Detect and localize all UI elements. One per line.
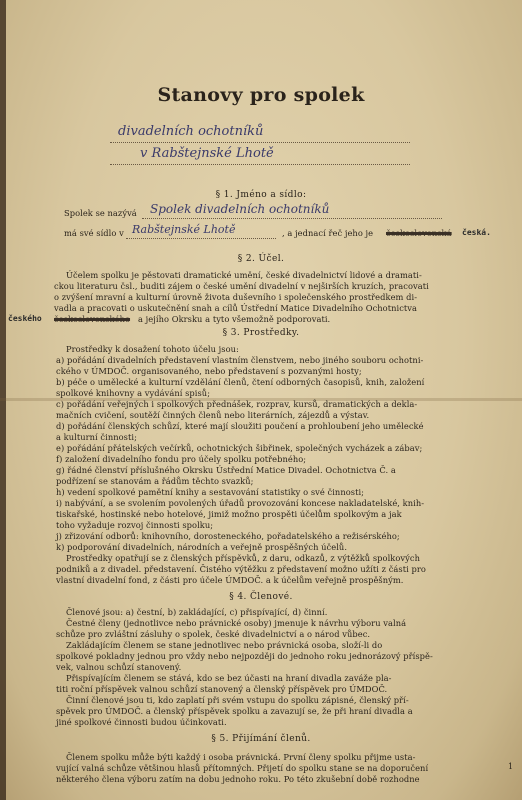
s1-typed-word: česká. [462,228,491,237]
s3-item: f) založení divadelního fondu pro účely spolku potřebného; [56,454,307,464]
s4-line: vek, valnou schůzí stanovený. [56,662,182,672]
s1-hand-name: Spolek divadelních ochotníků [150,202,330,216]
s5-line: Členem spolku může býti každý i osoba právnická. První členy spolku přijme usta- [66,752,416,762]
s4-line: Přispívajícím členem se stává, kdo se bez účasti na hraní divadla zaváže pla- [66,673,392,683]
s1-label-name: Spolek se nazývá [64,208,137,218]
s3-closing: podniků a z divadel. představení. Čistého výtěžku z představení možno užíti z části pro [56,564,426,574]
s3-item: j) zřizování odborů: knihovního, dorosteneckého, pořadatelského a režisérského; [56,531,400,541]
section-4-heading: § 4. Členové. [229,592,293,602]
dotted-line [142,218,442,219]
document-title: Stanovy pro spolek [157,84,365,106]
s2-line: o zvýšení mravní a kulturní úrovně života duševního i společenského prostředkem di- [54,292,418,302]
page-mark: 1 [508,762,514,771]
s3-item: podřízení se stanovám a řádům těchto svazků; [56,476,254,486]
s3-item: mačních cvičení, soutěží činných členů nebo literárních, zájezdů a výstav. [56,410,370,420]
s4-line: jiné spolkové činnosti budou účinkovati. [56,717,227,727]
s3-intro: Prostředky k dosažení tohoto účelu jsou: [66,344,239,354]
dotted-line [126,238,276,239]
s2-line: Účelem spolku je pěstovati dramatické umění, české divadelnictví lidové a dramati- [66,270,422,280]
s3-item: tiskařské, hostinské nebo hotelové, jimiž možno prospěti účelům spolkovým a jak [56,509,402,519]
s3-item: ckého v ÚMDOČ. organisovaného, nebo představení s pozvanými hosty; [56,366,362,376]
dotted-line [110,142,410,143]
s4-line: spolkové pokladny jednou pro vždy nebo nejpozději do jednoho roku jednorázový příspě- [56,651,433,661]
section-2-heading: § 2. Účel. [237,254,285,264]
s1-hand-seat: Rabštejnské Lhotě [132,223,236,236]
s4-line: spěvek pro ÚMDOČ. a členský příspěvek spolku a zavazují se, že při hraní divadla a [56,706,413,716]
s3-item: a kulturní činnosti; [56,432,137,442]
handwritten-name-line2: v Rabštejnské Lhotě [140,146,274,161]
s1-struck-word: československá [386,228,452,238]
s3-item: i) nabývání, a se svolením povolených úřadů provozování koncese nakladatelské, knih- [56,498,425,508]
s4-line: Činní členové jsou ti, kdo zaplatí při svém vstupu do spolku zápisné, členský pří- [66,695,409,705]
handwritten-name-line1: divadelních ochotníků [118,124,264,139]
s2-typed-word: českého [8,314,42,323]
s2-line: ckou literaturu čsl., buditi zájem o české umění divadelní v nejširších kruzích, pracovati [54,281,429,291]
s4-line: Členové jsou: a) čestní, b) zakládající, c) přispívající, d) činní. [66,607,328,617]
s5-line: vující valná schůze většinou hlasů přítomných. Přijetí do spolku stane se na doporučení [56,763,429,773]
s3-item: g) řádné členství příslušného Okrsku Ústřední Matice Divadel. Ochotnictva Č. a [56,465,396,475]
s3-item: b) péče o umělecké a kulturní vzdělání členů, čtení odborných časopisů, knih, založení [56,377,425,387]
dotted-line [110,164,410,165]
s1-label-seat: má své sídlo v [64,228,124,238]
s3-item: d) pořádání členských schůzí, které mají sloužiti poučení a prohloubení jeho umělecké [56,421,424,431]
s3-closing: vlastní divadelní fond, z části pro účele ÚMDOČ. a k účelům veřejně prospěšným. [56,575,404,585]
s3-item: a) pořádání divadelních představení vlastním členstvem, nebo jiného souboru ochotni- [56,355,424,365]
section-3-heading: § 3. Prostředky. [222,328,300,338]
s3-item: e) pořádání přátelských večírků, ochotnických šibřinek, společných vycházek a zábav; [56,443,423,453]
section-5-heading: § 5. Přijímání členů. [211,734,311,744]
s4-line: titi roční příspěvek valnou schůzí stanovený a členský příspěvek pro ÚMDOČ. [56,684,388,694]
s3-closing: Prostředky opatřují se z členských příspěvků, z daru, odkazů, z výtěžků spolkových [66,553,420,563]
s3-item: k) podporování divadelních, národních a veřejně prospěšných účelů. [56,542,348,552]
s1-after-seat: , a jednací řeč jeho je [282,228,374,238]
s2-line: vadla a pracovati o uskutečnění snah a cílů Ústřední Matice Divadelního Ochotnictva [54,303,418,313]
s3-item: h) vedení spolkové pamětní knihy a sestavování statistiky o své činnosti; [56,487,365,497]
section-1-heading: § 1. Jméno a sídlo: [215,190,307,200]
s3-item: toho vyžaduje rozvoj činnosti spolku; [56,520,214,530]
s3-item: spolkové knihovny a vydávání spisů; [56,388,211,398]
s5-line: některého člena výboru zatím na dobu jednoho roku. Po této zkušební době rozhodne [56,774,420,784]
s3-item: c) pořádání veřejných i spolkových přednášek, rozprav, kursů, dramatických a dekla- [56,399,418,409]
s2-struck-word: československého [54,314,131,324]
s2-line: a jejího Okrsku a tyto všemožně podporovati. [138,314,331,324]
s4-line: Zakládajícím členem se stane jednotlivec nebo právnická osoba, složí-li do [66,640,383,650]
s4-line: schůze pro zvláštní zásluhy o spolek, české divadelnictví a o národ vůbec. [56,629,371,639]
s4-line: Čestné členy (jednotlivce nebo právnické osoby) jmenuje k návrhu výboru valná [66,618,407,628]
